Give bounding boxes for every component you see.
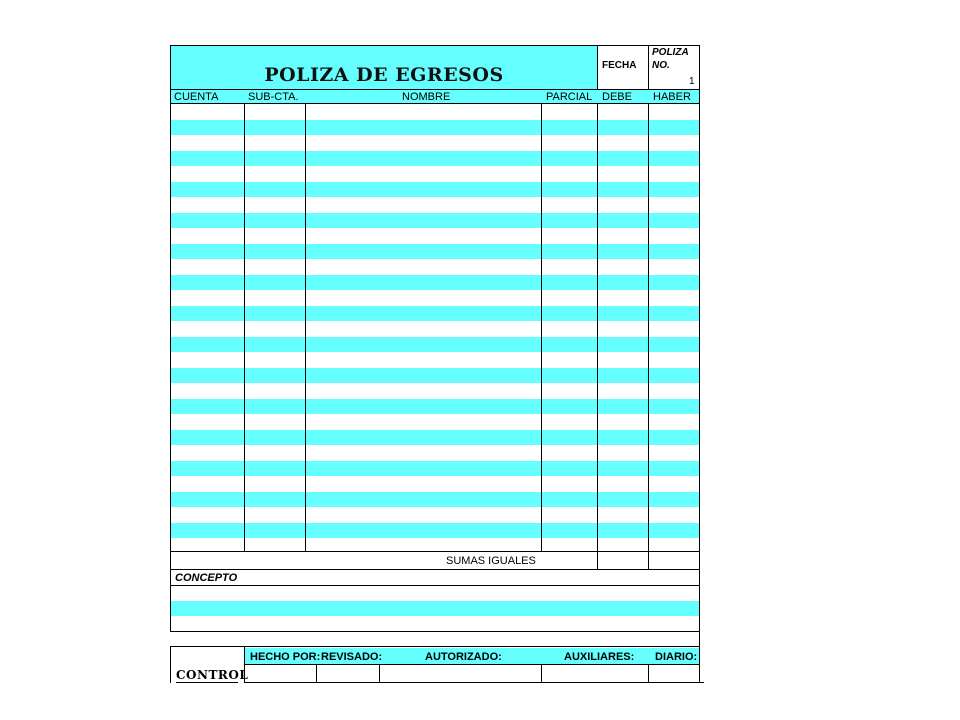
footer-hecho-divider [316,664,317,683]
column-haber: HABER [653,91,691,103]
right-border [699,45,700,683]
top-border [170,45,700,46]
concepto-top-line [170,569,598,570]
concepto-label-line [170,585,700,586]
ledger-row-stripe [171,368,699,383]
hecho-por-label: HECHO POR: [250,651,321,663]
ledger-row-stripe [171,151,699,166]
parcial-divider [597,103,598,569]
left-border [170,45,171,631]
ledger-row-stripe [171,337,699,352]
ledger-row-stripe [171,120,699,135]
control-label: CONTROL [176,668,249,682]
footer-bottom-line [244,682,704,683]
body-bottom-line [170,551,700,552]
column-nombre: NOMBRE [402,91,451,103]
footer-revisado-divider [379,664,380,683]
footer-auxiliares-divider [648,664,649,683]
concepto-stripe [171,601,699,616]
footer-left-border [170,646,171,683]
column-debe: DEBE [602,91,632,103]
page-title: POLIZA DE EGRESOS [264,64,504,86]
totals-bottom-line [597,569,700,570]
spacer-bottom-line [170,646,700,647]
poliza-label-line2: NO. [652,60,670,71]
ledger-row-stripe [171,275,699,290]
fecha-label: FECHA [602,60,637,71]
nombre-divider [541,103,542,551]
autorizado-label: AUTORIZADO: [425,651,502,663]
ledger-row-stripe [171,244,699,259]
ledger-row-stripe [171,306,699,321]
concepto-bottom-line [170,631,700,632]
header-bottom-line [170,89,700,90]
poliza-number: 1 [689,76,695,87]
ledger-row-stripe [171,213,699,228]
poliza-label-line1: POLIZA [652,47,689,58]
fecha-left-line [597,45,598,89]
debe-divider [648,103,649,569]
control-underline [176,682,238,683]
footer-mid-line [244,664,700,665]
ledger-row-stripe [171,430,699,445]
column-sub-cta: SUB-CTA. [248,91,299,103]
revisado-label: REVISADO: [321,651,383,663]
subcta-divider [305,103,306,551]
footer-autorizado-divider [541,664,542,683]
concepto-label: CONCEPTO [175,572,238,584]
sumas-iguales-label: SUMAS IGUALES [446,555,536,567]
ledger-row-stripe [171,399,699,414]
column-cuenta: CUENTA [174,91,219,103]
poliza-left-line [648,45,649,89]
column-parcial: PARCIAL [546,91,593,103]
ledger-row-stripe [171,182,699,197]
diario-label: DIARIO: [655,651,698,663]
ledger-row-stripe [171,523,699,538]
ledger-row-stripe [171,461,699,476]
cuenta-divider [244,103,245,551]
column-header-bottom-line [170,103,700,104]
auxiliares-label: AUXILIARES: [564,651,635,663]
ledger-row-stripe [171,492,699,507]
